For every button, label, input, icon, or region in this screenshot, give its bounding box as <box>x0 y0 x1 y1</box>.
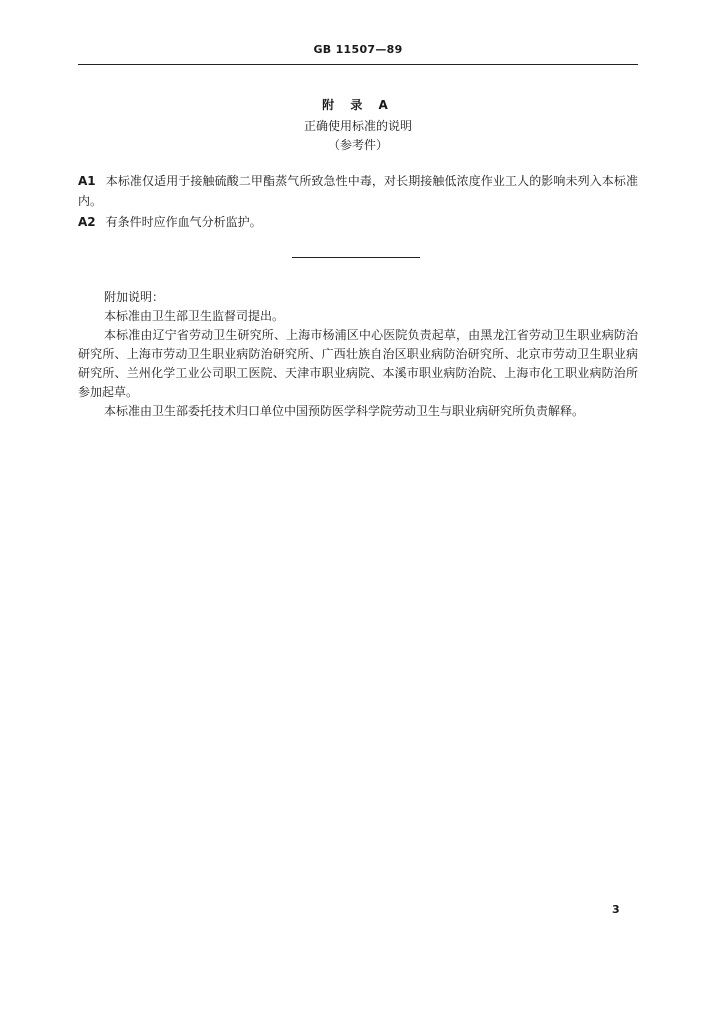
clause-text: 本标准仅适用于接触硫酸二甲酯蒸气所致急性中毒，对长期接触低浓度作业工人的影响未列入本标准内。 <box>78 174 638 208</box>
clause-number: A2 <box>78 215 96 229</box>
clause-number: A1 <box>78 174 96 188</box>
additional-notes-heading: 附加说明： <box>104 290 165 304</box>
additional-notes <box>78 288 638 421</box>
appendix-subtitle: 正确使用标准的说明 <box>303 119 412 133</box>
header-divider <box>78 64 638 65</box>
end-of-appendix-divider <box>292 257 420 258</box>
note-paragraph: 本标准由卫生部委托技术归口单位中国预防医学科学院劳动卫生与职业病研究所负责解释。 <box>104 404 585 418</box>
clause-text: 有条件时应作血气分析监护。 <box>105 215 262 229</box>
appendix-title: 附 录 A <box>322 98 394 112</box>
note-paragraph: 本标准由辽宁省劳动卫生研究所、上海市杨浦区中心医院负责起草，由黑龙江省劳动卫生职业病防治研究所、上海市劳动卫生职业病防治研究所、广西壮族自治区职业病防治研究所、北京市劳动卫生职业病研究所、兰州化学工业公司职工医院、天津市职业病院、本溪市职业病防治院、上海市化工职业病防治所参加起草。 <box>78 328 638 399</box>
clause-a1 <box>78 171 638 211</box>
standard-number-header: GB 11507—89 <box>313 43 403 56</box>
note-paragraph: 本标准由卫生部卫生监督司提出。 <box>104 309 285 323</box>
clause-a2 <box>78 212 638 232</box>
appendix-note: （参考件） <box>327 138 388 152</box>
page-number: 3 <box>612 903 620 916</box>
